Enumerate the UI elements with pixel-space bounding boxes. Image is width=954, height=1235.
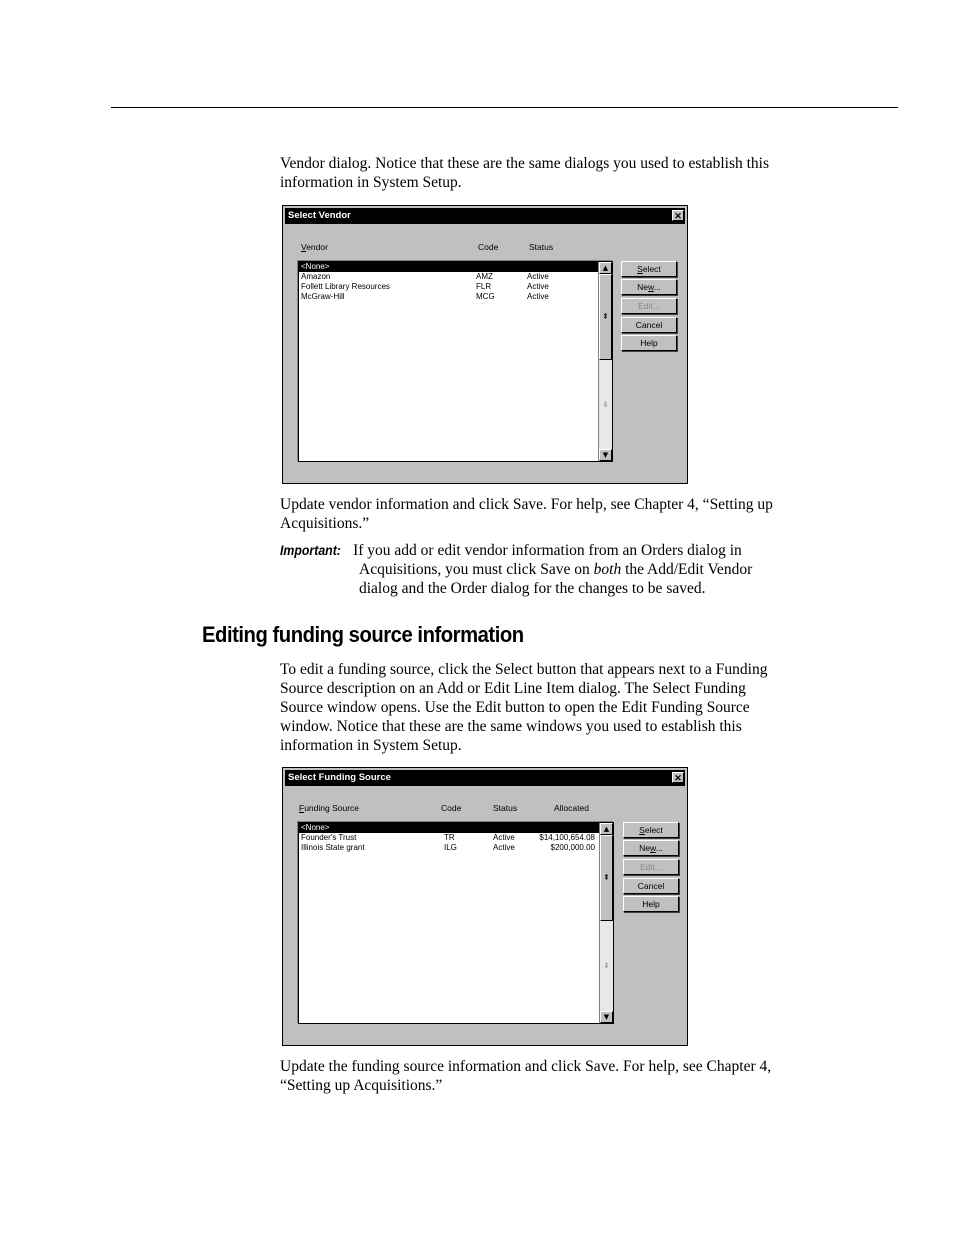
- column-header-allocated[interactable]: Allocated: [554, 803, 589, 813]
- vendor-list[interactable]: [298, 261, 613, 462]
- page-up-icon: ⇞: [602, 312, 609, 321]
- page-down-icon: ⇟: [602, 400, 609, 409]
- paragraph-line: Source window opens. Use the Edit button to open the Edit Funding Source: [280, 699, 750, 716]
- funding-source-list[interactable]: [298, 822, 614, 1024]
- scroll-down-icon[interactable]: ▼: [599, 449, 612, 461]
- dialog-titlebar: [285, 770, 685, 786]
- cancel-button[interactable]: Cancel: [621, 317, 677, 333]
- select-button[interactable]: Select: [621, 261, 677, 277]
- select-vendor-dialog: [282, 205, 688, 484]
- vertical-scrollbar[interactable]: [599, 823, 613, 1023]
- cancel-button[interactable]: Cancel: [623, 878, 679, 894]
- column-header-vendor[interactable]: Vendor: [301, 242, 328, 252]
- scroll-up-icon[interactable]: ▲: [600, 823, 613, 835]
- paragraph-line: window. Notice that these are the same windows you used to establish this: [280, 718, 742, 735]
- important-label: Important:: [280, 542, 341, 558]
- close-icon[interactable]: ✕: [672, 772, 684, 783]
- list-item[interactable]: Founder's Trust TR Active $14,100,654.08: [301, 833, 595, 842]
- important-note: Important: If you add or edit vendor information from an Orders dialog in Acquisitions, you must click Save on both the Add/Edit Vendor dialog and the Order dialog for the changes to be saved.: [280, 542, 753, 597]
- help-button[interactable]: Help: [623, 896, 679, 912]
- paragraph-line: Update the funding source information and click Save. For help, see Chapter 4,: [280, 1058, 772, 1075]
- scroll-down-icon[interactable]: ▼: [600, 1011, 613, 1023]
- paragraph-line: Source description on an Add or Edit Line Item dialog. The Select Funding: [280, 680, 746, 697]
- column-header-code[interactable]: Code: [441, 803, 462, 813]
- after-funding-paragraph: [280, 1057, 840, 1095]
- paragraph-line: information in System Setup.: [280, 737, 462, 754]
- page-down-icon: ⇟: [603, 961, 610, 970]
- dialog-title: Select Vendor: [288, 210, 351, 221]
- page-up-icon: ⇞: [603, 873, 610, 882]
- column-header-status[interactable]: Status: [493, 803, 518, 813]
- dialog-title: Select Funding Source: [288, 772, 391, 783]
- vertical-scrollbar[interactable]: [598, 262, 612, 461]
- header-rule: [111, 107, 898, 108]
- paragraph-line: To edit a funding source, click the Select button that appears next to a Funding: [280, 661, 768, 678]
- scroll-up-icon[interactable]: ▲: [599, 262, 612, 274]
- dialog-titlebar: [285, 208, 685, 224]
- list-item[interactable]: McGraw-Hill MCG Active: [301, 292, 549, 301]
- list-item[interactable]: Illinois State grant ILG Active $200,000.00: [301, 843, 595, 852]
- close-icon[interactable]: ✕: [672, 210, 684, 221]
- funding-intro-paragraph: [280, 660, 840, 755]
- new-button[interactable]: New...: [623, 840, 679, 856]
- list-item[interactable]: <None>: [299, 823, 613, 833]
- select-button[interactable]: Select: [623, 822, 679, 838]
- new-button[interactable]: New...: [621, 279, 677, 295]
- help-button[interactable]: Help: [621, 335, 677, 351]
- intro-line: information in System Setup.: [280, 174, 462, 191]
- column-header-status[interactable]: Status: [529, 242, 554, 252]
- intro-paragraph: [280, 154, 840, 192]
- column-header-funding-source[interactable]: Funding Source: [299, 803, 360, 813]
- intro-line: Vendor dialog. Notice that these are the same dialogs you used to establish this: [280, 155, 769, 172]
- list-item[interactable]: Follett Library Resources FLR Active: [301, 282, 549, 291]
- section-heading: Editing funding source information: [202, 622, 524, 647]
- column-header-code[interactable]: Code: [478, 242, 499, 252]
- list-item[interactable]: Amazon AMZ Active: [301, 272, 549, 281]
- edit-button[interactable]: Edit...: [623, 859, 679, 875]
- paragraph-line: Update vendor information and click Save. For help, see Chapter 4, “Setting up: [280, 496, 773, 513]
- paragraph-line: Acquisitions.”: [280, 515, 370, 532]
- after-vendor-paragraph: [280, 495, 840, 533]
- select-funding-source-dialog: [282, 767, 688, 1046]
- list-item[interactable]: <None>: [299, 262, 612, 272]
- paragraph-line: “Setting up Acquisitions.”: [280, 1077, 443, 1094]
- edit-button[interactable]: Edit...: [621, 298, 677, 314]
